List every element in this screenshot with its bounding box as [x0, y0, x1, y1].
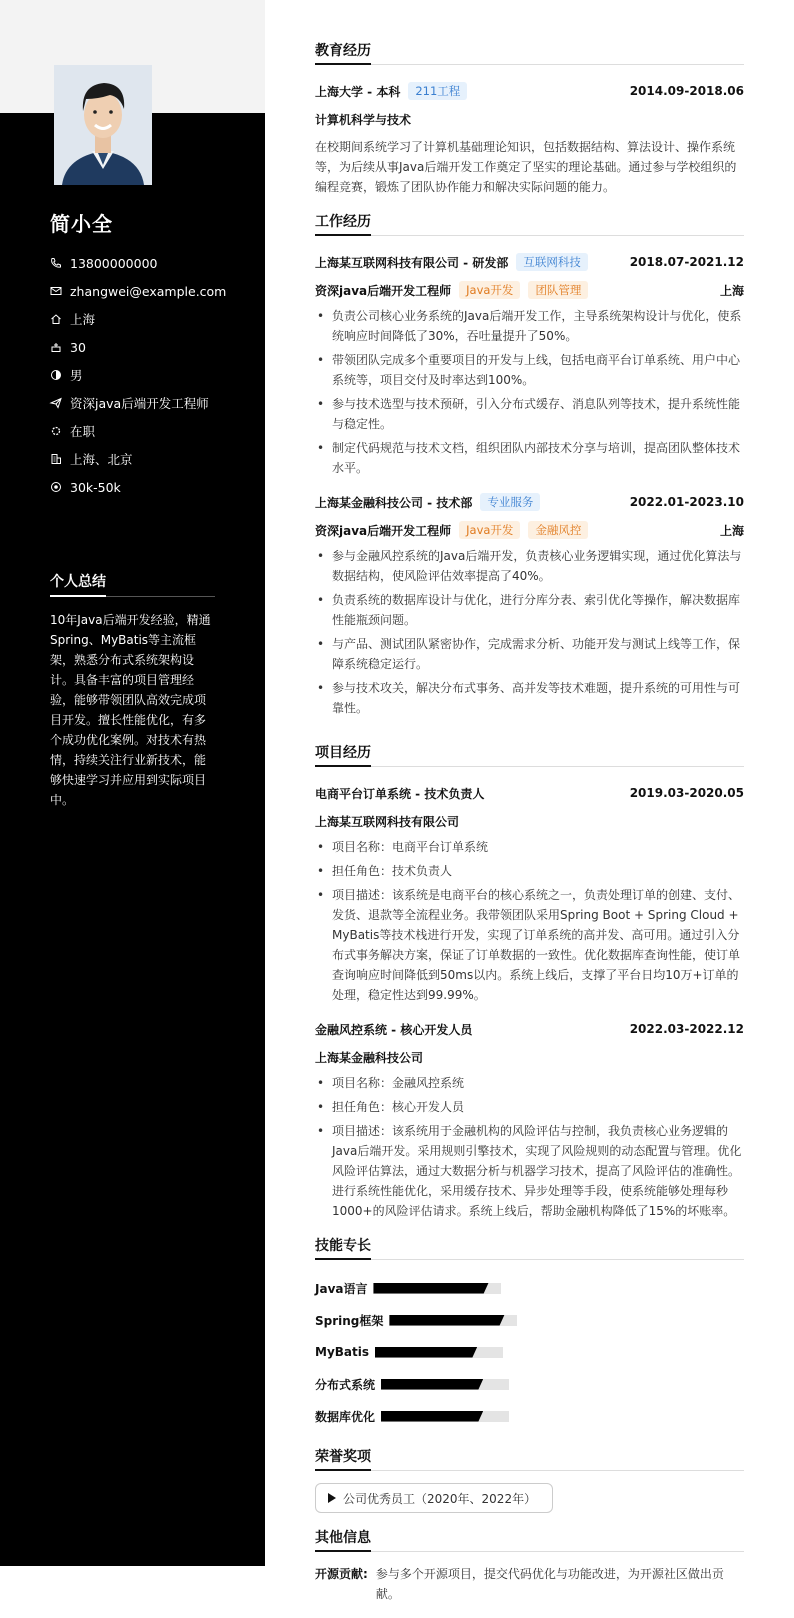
skill-item: [315, 1304, 535, 1336]
education-section: [315, 40, 744, 197]
job-industry-tag: 互联网科技: [516, 253, 588, 271]
skill-bar: [373, 1283, 501, 1294]
job-city: 上海: [719, 283, 744, 298]
skill-name: 数据库优化: [315, 1409, 376, 1424]
job-entry: [315, 488, 744, 718]
phone-text: 13800000000: [70, 255, 158, 271]
skill-bar: [381, 1379, 509, 1390]
skill-bar-fill: [381, 1411, 483, 1422]
job-date: 2018.07-2021.12: [629, 255, 744, 269]
project-title-row: [315, 779, 744, 807]
info-gender: [50, 361, 250, 389]
job-tag: Java开发: [459, 521, 520, 539]
other-info-row: [315, 1564, 744, 1604]
info-cities: [50, 445, 250, 473]
list-item: • 负责系统的数据库设计与优化，进行分库分表、索引优化等操作，解决数据库性能瓶颈问题。: [315, 590, 744, 630]
caret-right-icon: [328, 1493, 336, 1503]
project-entry: [315, 779, 744, 1005]
position-text: 资深java后端开发工程师: [70, 396, 209, 411]
list-item: • 项目描述：该系统是电商平台的核心系统之一，负责处理订单的创建、支付、发货、退款等全流程业务。我带领团队采用Spring Boot + Spring Cloud + MyBatis等技术栈进行开发，实现了订单系统的高并发、高可用。通过引入分布式事务解决方案，保证了订单数据的一致性。优化数据库查询性能，使订单查询响应时间降低到50ms以内。系统上线后，支撑了平台日均10万+订单的处理，稳定性达到99.99%。: [315, 885, 744, 1005]
skill-item: [315, 1272, 535, 1304]
age-text: 30: [70, 339, 86, 355]
list-item: • 负责公司核心业务系统的Java后端开发工作，主导系统架构设计与优化，使系统响应时间降低了30%，吞吐量提升了50%。: [315, 306, 744, 346]
education-description: 在校期间系统学习了计算机基础理论知识，包括数据结构、算法设计、操作系统等，为后续从事Java后端开发工作奠定了坚实的理论基础。通过参与学校组织的编程竞赛，锻炼了团队协作能力和解决实际问题的能力。: [315, 140, 737, 194]
info-location: [50, 305, 250, 333]
info-phone: [50, 249, 250, 277]
honor-text: 公司优秀员工（2020年、2022年）: [343, 1491, 537, 1506]
education-date: 2014.09-2018.06: [629, 84, 744, 98]
list-item: • 项目名称：金融风控系统: [315, 1073, 744, 1093]
work-heading: 工作经历: [315, 211, 744, 236]
info-salary: [50, 473, 250, 501]
projects-heading: 项目经历: [315, 742, 744, 767]
major-row: [315, 105, 744, 133]
skill-name: Java语言: [315, 1281, 368, 1296]
location-text: 上海: [70, 312, 96, 327]
job-position-row: [315, 276, 744, 304]
work-section: [315, 211, 744, 718]
project-date: 2019.03-2020.05: [629, 786, 744, 800]
avatar: [54, 65, 152, 185]
project-company: 上海某互联网科技有限公司: [315, 814, 460, 829]
honor-item-toggle[interactable]: [315, 1483, 553, 1513]
mail-icon: [50, 285, 62, 297]
job-tag: 团队管理: [528, 281, 588, 299]
list-item: • 项目描述：该系统用于金融机构的风险评估与控制，我负责核心业务逻辑的Java后端开发。采用规则引擎技术，实现了风险规则的动态配置与管理。优化风险评估算法，通过大数据分析与机器学习技术，提高了风险评估的准确性。进行系统性能优化，采用缓存技术、异步处理等手段，使系统能够处理每秒1000+的风险评估请求。系统上线后，帮助金融机构降低了15%的坏账率。: [315, 1121, 744, 1221]
skill-item: [315, 1336, 535, 1368]
phone-icon: [50, 257, 62, 269]
list-item: • 与产品、测试团队紧密协作，完成需求分析、功能开发与测试上线等工作，保障系统稳定运行。: [315, 634, 744, 674]
summary-text: 10年Java后端开发经验，精通Spring、MyBatis等主流框架，熟悉分布式系统架构设计。具备丰富的项目管理经验，能够带领团队高效完成项目开发。擅长性能优化，有多个成功优化案例。对技术有热情，持续关注行业新技术，能够快速学习并应用到实际项目中。: [50, 613, 211, 807]
list-item: • 制定代码规范与技术文档，组织团队内部技术分享与培训，提高团队整体技术水平。: [315, 438, 744, 478]
skills-section: [315, 1235, 744, 1432]
skill-item: [315, 1400, 535, 1432]
other-info-key: 开源贡献:: [315, 1567, 368, 1581]
status-text: 在职: [70, 424, 96, 439]
job-company: 上海某金融科技公司 - 技术部: [315, 495, 473, 510]
skills-list: [315, 1272, 744, 1432]
education-heading: 教育经历: [315, 40, 744, 65]
list-item: • 参与金融风控系统的Java后端开发，负责核心业务逻辑实现，通过优化算法与数据结构，使风险评估效率提高了40%。: [315, 546, 744, 586]
job-tag: 金融风控: [528, 521, 588, 539]
project-company-row: [315, 1043, 744, 1071]
project-company-row: [315, 807, 744, 835]
job-position: 资深java后端开发工程师: [315, 283, 452, 298]
skill-bar-fill: [381, 1379, 483, 1390]
info-status: [50, 417, 250, 445]
job-city: 上海: [719, 523, 744, 538]
project-entry: [315, 1015, 744, 1221]
main-content: [315, 40, 744, 1618]
cake-icon: [50, 341, 62, 353]
job-bullets: [315, 546, 744, 718]
status-icon: [50, 425, 62, 437]
info-age: [50, 333, 250, 361]
list-item: • 担任角色：技术负责人: [315, 861, 744, 881]
job-tag: Java开发: [459, 281, 520, 299]
home-icon: [50, 313, 62, 325]
education-row: [315, 77, 744, 105]
school-tag: 211工程: [408, 82, 467, 100]
job-date: 2022.01-2023.10: [629, 495, 744, 509]
skills-heading: 技能专长: [315, 1235, 744, 1260]
list-item: • 参与技术攻关，解决分布式事务、高并发等技术难题，提升系统的可用性与可靠性。: [315, 678, 744, 718]
other-section: [315, 1527, 744, 1604]
job-company-row: [315, 488, 744, 516]
skill-bar: [389, 1315, 517, 1326]
skill-bar: [381, 1411, 509, 1422]
job-industry-tag: 专业服务: [480, 493, 540, 511]
salary-text: 30k-50k: [70, 479, 121, 495]
info-position: [50, 389, 250, 417]
project-bullets: [315, 1073, 744, 1221]
other-info-value: 参与多个开源项目，提交代码优化与功能改进，为开源社区做出贡献。: [375, 1567, 724, 1601]
skill-item: [315, 1368, 535, 1400]
other-heading: 其他信息: [315, 1527, 744, 1552]
contact-info-list: [50, 249, 250, 501]
job-position-row: [315, 516, 744, 544]
skill-bar-fill: [389, 1315, 504, 1326]
list-item: • 带领团队完成多个重要项目的开发与上线，包括电商平台订单系统、用户中心系统等，项目交付及时率达到100%。: [315, 350, 744, 390]
list-item: • 担任角色：核心开发人员: [315, 1097, 744, 1117]
email-text: zhangwei@example.com: [70, 283, 227, 299]
skill-name: 分布式系统: [315, 1377, 376, 1392]
job-entry: [315, 248, 744, 478]
job-position: 资深java后端开发工程师: [315, 523, 452, 538]
job-bullets: [315, 306, 744, 478]
salary-icon: [50, 481, 62, 493]
skill-bar-fill: [373, 1283, 488, 1294]
skill-bar-fill: [375, 1347, 477, 1358]
gender-icon: [50, 369, 62, 381]
skill-name: MyBatis: [315, 1345, 369, 1359]
building-icon: [50, 453, 62, 465]
cities-text: 上海、北京: [70, 452, 133, 467]
honors-heading: 荣誉奖项: [315, 1446, 744, 1471]
summary-heading: 个人总结: [50, 571, 215, 597]
project-title-row: [315, 1015, 744, 1043]
project-company: 上海某金融科技公司: [315, 1050, 424, 1065]
major-name: 计算机科学与技术: [315, 112, 412, 127]
gender-text: 男: [70, 368, 83, 383]
skill-name: Spring框架: [315, 1313, 384, 1328]
project-name: 电商平台订单系统 - 技术负责人: [315, 786, 485, 801]
skill-bar: [375, 1347, 503, 1358]
list-item: • 项目名称：电商平台订单系统: [315, 837, 744, 857]
project-bullets: [315, 837, 744, 1005]
projects-section: [315, 742, 744, 1221]
school-name: 上海大学 - 本科: [315, 84, 401, 99]
info-email: [50, 277, 250, 305]
honors-section: [315, 1446, 744, 1513]
project-name: 金融风控系统 - 核心开发人员: [315, 1022, 473, 1037]
send-icon: [50, 397, 62, 409]
list-item: • 参与技术选型与技术预研，引入分布式缓存、消息队列等技术，提升系统性能与稳定性。: [315, 394, 744, 434]
job-company-row: [315, 248, 744, 276]
project-date: 2022.03-2022.12: [629, 1022, 744, 1036]
candidate-name: 简小全: [50, 212, 113, 236]
job-company: 上海某互联网科技有限公司 - 研发部: [315, 255, 509, 270]
